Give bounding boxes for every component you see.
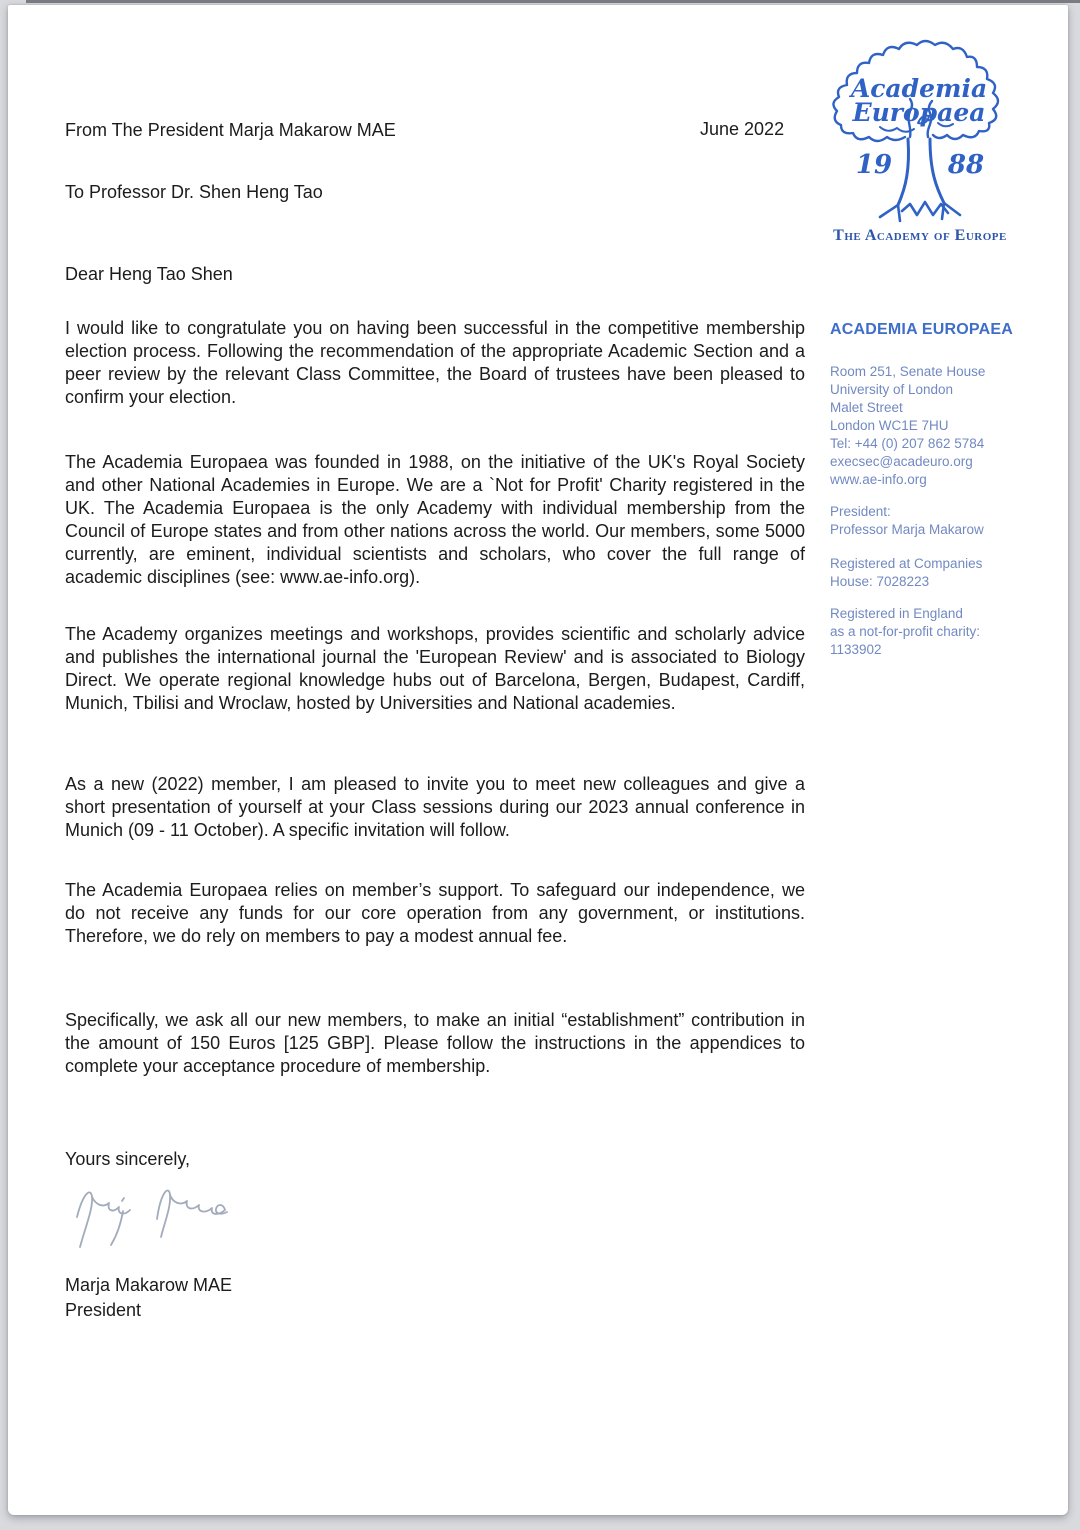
academia-europaea-tree-logo-icon (820, 31, 1020, 227)
address-line: Room 251, Senate House (830, 364, 986, 379)
paragraph-contribution: Specifically, we ask all our new members, to make an initial “establishment” contribution in the amount of 150 Euros [125 GBP]. Please follow the instructions in the appendices to complete your acceptance procedure of membership. (65, 1010, 805, 1076)
letter-page (8, 5, 1068, 1515)
email-line: execsec@acadeuro.org (830, 454, 973, 469)
scan-edge-artifact (26, 0, 1080, 3)
logo-word-academia: Academia (850, 74, 988, 103)
president-name: Professor Marja Makarow (830, 522, 984, 537)
phone-line: Tel: +44 (0) 207 862 5784 (830, 436, 985, 451)
closing-line: Yours sincerely, (65, 1149, 191, 1169)
address-line: Malet Street (830, 400, 903, 415)
sidebar-charity-block (830, 605, 1030, 659)
paragraph-invitation: As a new (2022) member, I am pleased to invite you to meet new colleagues and give a short presentation of yourself at your Class sessions during our 2023 annual conference in Munich (09 - 11 October). A specific invitation will follow. (65, 774, 805, 840)
paragraph-congratulations: I would like to congratulate you on having been successful in the competitive membership election process. Following the recommendation of the appropriate Academic Section and a peer review by the relevant Class Committee, the Board of trustees have been pleased to confirm your election. (65, 318, 805, 407)
charity-line: as a not-for-profit charity: (830, 624, 981, 639)
paragraph-about-academia: The Academia Europaea was founded in 1988, on the initiative of the UK's Royal Society and other National Academies in Europe. We are a `Not for Profit' Charity registered in the UK. The Academia Europaea is the only Academy with individual membership from the Council of Europe states and from other nations across the world. Our members, some 5000 currently, are eminent, individual scientists and scholars, who cover the full range of academic disciplines (see: www.ae-info.org). (65, 452, 805, 587)
address-line: London WC1E 7HU (830, 418, 949, 433)
sidebar-registered-block (830, 555, 1030, 591)
paragraph-academy-activities: The Academy organizes meetings and workshops, provides scientific and scholarly advice and publishes the international journal the 'European Review' and is associated to Biology Direct. We operate regional knowledge hubs out of Barcelona, Bergen, Budapest, Cardiff, Munich, Tbilisi and Wroclaw, hosted by Universities and National academies. (65, 624, 805, 713)
paragraph-member-support: The Academia Europaea relies on member’s support. To safeguard our independence, we do not receive any funds for our core operation from any government, or institutions. Therefore, we do rely on members to pay a modest annual fee. (65, 880, 805, 946)
logo-tagline: The Academy of Europe (833, 227, 1007, 244)
salutation-line: Dear Heng Tao Shen (65, 264, 233, 284)
letter-date: June 2022 (700, 119, 785, 139)
signer-title: President (65, 1300, 142, 1320)
signature-block (65, 1273, 805, 1323)
sidebar-address-block (830, 363, 1030, 489)
registered-line: Registered at Companies (830, 556, 983, 571)
signature-image (63, 1177, 253, 1269)
charity-line: Registered in England (830, 606, 963, 621)
logo-word-europaea: Europaea (852, 98, 986, 127)
registered-line: House: 7028223 (830, 574, 930, 589)
logo-year-19: 19 (855, 150, 893, 180)
sidebar-heading: ACADEMIA EUROPAEA (830, 321, 1013, 338)
recipient-line: To Professor Dr. Shen Heng Tao (65, 182, 323, 202)
president-label: President: (830, 504, 891, 519)
charity-number: 1133902 (830, 642, 882, 657)
sidebar-president-block (830, 503, 1030, 539)
logo-year-88: 88 (947, 150, 985, 180)
address-line: University of London (830, 382, 954, 397)
from-line: From The President Marja Makarow MAE (65, 120, 396, 140)
signer-name: Marja Makarow MAE (65, 1275, 233, 1295)
website-line: www.ae-info.org (830, 472, 927, 487)
